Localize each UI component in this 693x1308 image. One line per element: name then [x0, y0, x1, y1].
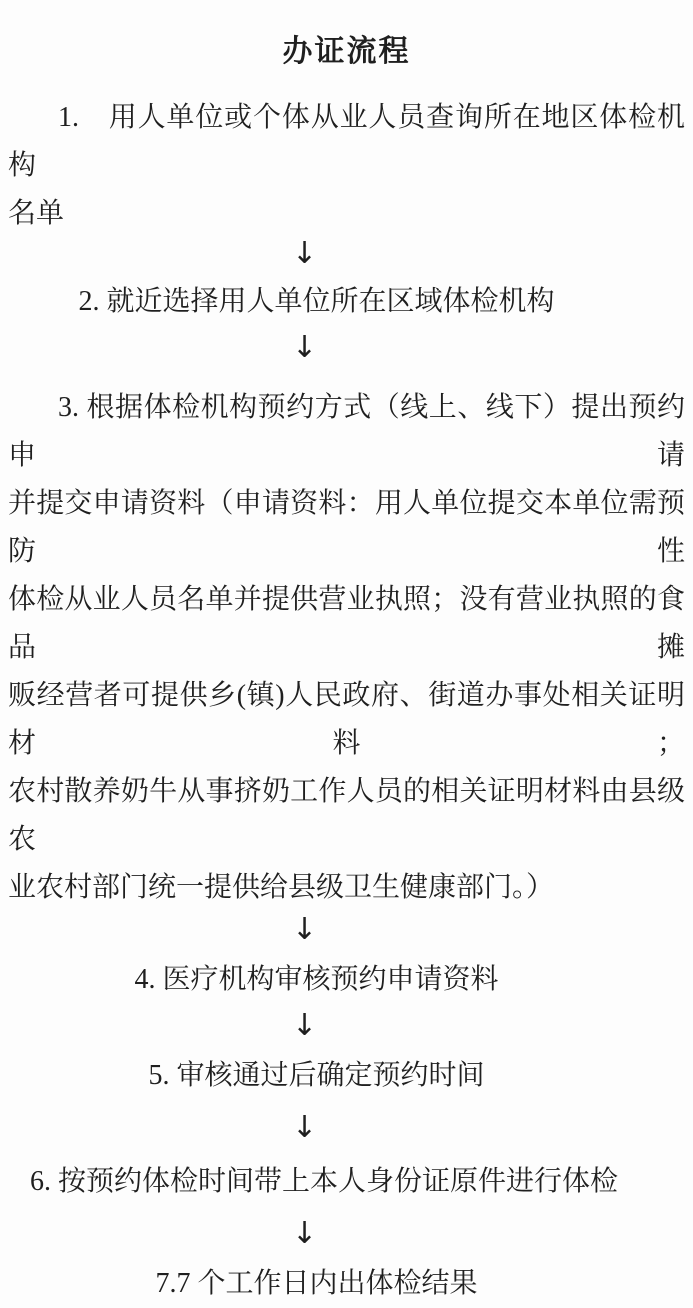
step-1-line-2: 名单: [8, 198, 65, 229]
flow-arrow-4: [0, 1010, 651, 1044]
flow-arrow-1: [0, 238, 651, 272]
step-1-line-1: 1. 用人单位或个体从业人员查询所在地区体检机构: [8, 102, 685, 181]
step-1: [0, 94, 693, 238]
down-arrow-icon: ↓: [291, 1216, 318, 1251]
down-arrow-icon: ↓: [291, 330, 318, 365]
down-arrow-icon: ↓: [291, 912, 318, 947]
step-5: 5. 审核通过后确定预约时间: [148, 1060, 485, 1091]
step-3-line-3: 体检从业人员名单并提供营业执照；没有营业执照的食品摊: [8, 584, 685, 663]
flow-arrow-2: [0, 332, 651, 366]
step-3-line-2: 并提交申请资料（申请资料：用人单位提交本单位需预防性: [8, 488, 685, 567]
step-4: 4. 医疗机构审核预约申请资料: [134, 964, 499, 995]
step-3-line-4: 贩经营者可提供乡(镇)人民政府、街道办事处相关证明材料；: [8, 680, 685, 759]
flow-arrow-5: [0, 1112, 651, 1146]
step-6: 6. 按预约体检时间带上本人身份证原件进行体检: [30, 1166, 619, 1197]
step-3-line-6: 业农村部门统一提供给县级卫生健康部门。）: [8, 872, 555, 903]
step-3-line-1: 3. 根据体检机构预约方式（线上、线下）提出预约申请: [8, 392, 685, 471]
step-2: 2. 就近选择用人单位所在区域体检机构: [78, 286, 555, 317]
flow-arrow-3: [0, 914, 651, 948]
step-3-line-5: 农村散养奶牛从事挤奶工作人员的相关证明材料由县级农: [8, 776, 685, 855]
page-title: 办证流程: [282, 35, 411, 68]
down-arrow-icon: ↓: [291, 236, 318, 271]
down-arrow-icon: ↓: [291, 1110, 318, 1145]
step-3: [0, 384, 693, 912]
flow-arrow-6: [0, 1218, 651, 1252]
down-arrow-icon: ↓: [291, 1008, 318, 1043]
step-7: 7.7 个工作日内出体检结果: [155, 1268, 478, 1299]
